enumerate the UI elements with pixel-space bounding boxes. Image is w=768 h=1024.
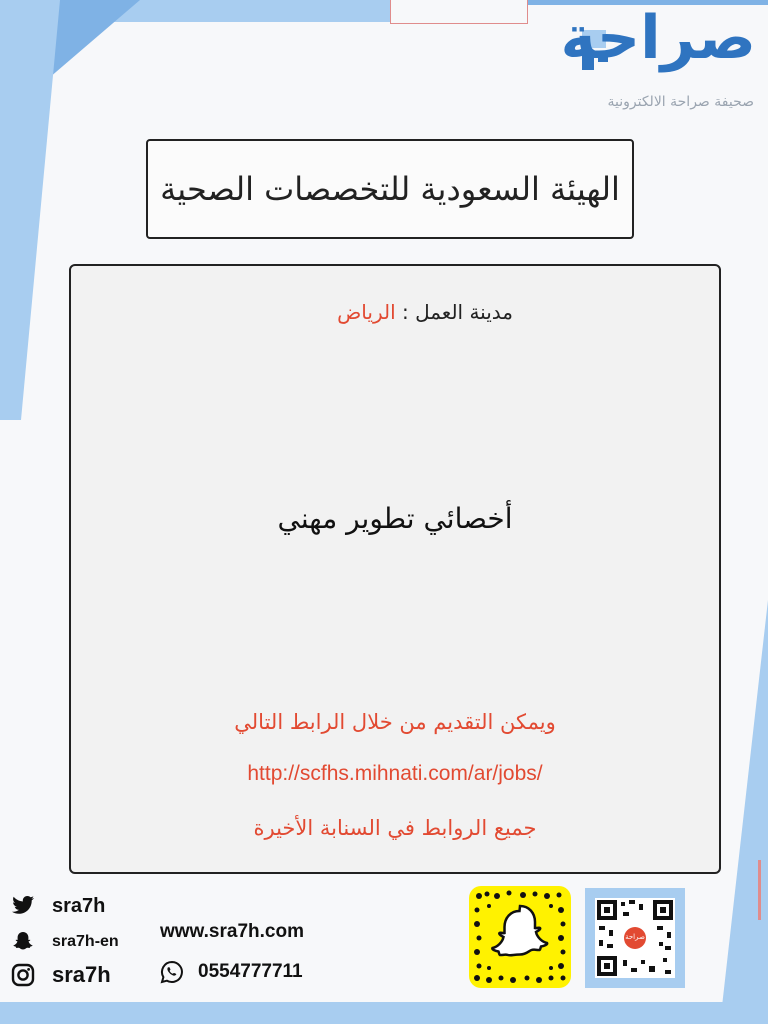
- twitter-handle-row[interactable]: [10, 893, 105, 919]
- bg-shape-top-outline: [390, 0, 528, 24]
- page-title-box: [146, 139, 634, 239]
- logo-tagline: صحيفة صراحة الالكترونية: [607, 94, 754, 110]
- links-note: جميع الروابط في السنابة الأخيرة: [253, 816, 537, 840]
- apply-instruction: ويمكن التقديم من خلال الرابط التالي: [234, 710, 556, 734]
- qr-code-icon[interactable]: [585, 888, 685, 988]
- city-label: مدينة العمل :: [402, 300, 513, 324]
- twitter-handle: sra7h: [52, 894, 106, 917]
- logo-text: صراحة: [560, 3, 756, 73]
- website-link[interactable]: www.sra7h.com: [160, 921, 304, 942]
- brand-logo: [560, 0, 768, 120]
- bg-shape-bottom-blue: [0, 1002, 768, 1024]
- page-title: الهيئة السعودية للتخصصات الصحية: [160, 170, 620, 208]
- apply-link[interactable]: http://scfhs.mihnati.com/ar/jobs/: [247, 762, 543, 785]
- snapchat-handle: sra7h-en: [52, 933, 119, 950]
- snapcode-icon[interactable]: [469, 886, 571, 988]
- city-line: [337, 300, 513, 324]
- instagram-handle-row[interactable]: [10, 962, 111, 988]
- website-row[interactable]: [160, 921, 304, 943]
- instagram-handle: sra7h: [52, 962, 111, 987]
- bg-shape-right-red-line: [758, 860, 761, 920]
- twitter-icon: [10, 893, 36, 919]
- whatsapp-icon: [160, 960, 184, 984]
- job-details-box: [69, 264, 721, 874]
- phone-row[interactable]: [160, 960, 303, 984]
- bg-shape-left-strip: [0, 0, 60, 420]
- snapchat-handle-row[interactable]: [10, 929, 119, 955]
- bg-shape-right-strip: [720, 600, 768, 1024]
- instagram-icon: [10, 962, 36, 988]
- phone-number: 0554777711: [198, 961, 303, 982]
- job-title: أخصائي تطوير مهني: [277, 502, 513, 535]
- city-value: الرياض: [337, 300, 396, 324]
- snapchat-icon: [10, 929, 36, 955]
- qr-badge-text: صراحة: [625, 933, 645, 941]
